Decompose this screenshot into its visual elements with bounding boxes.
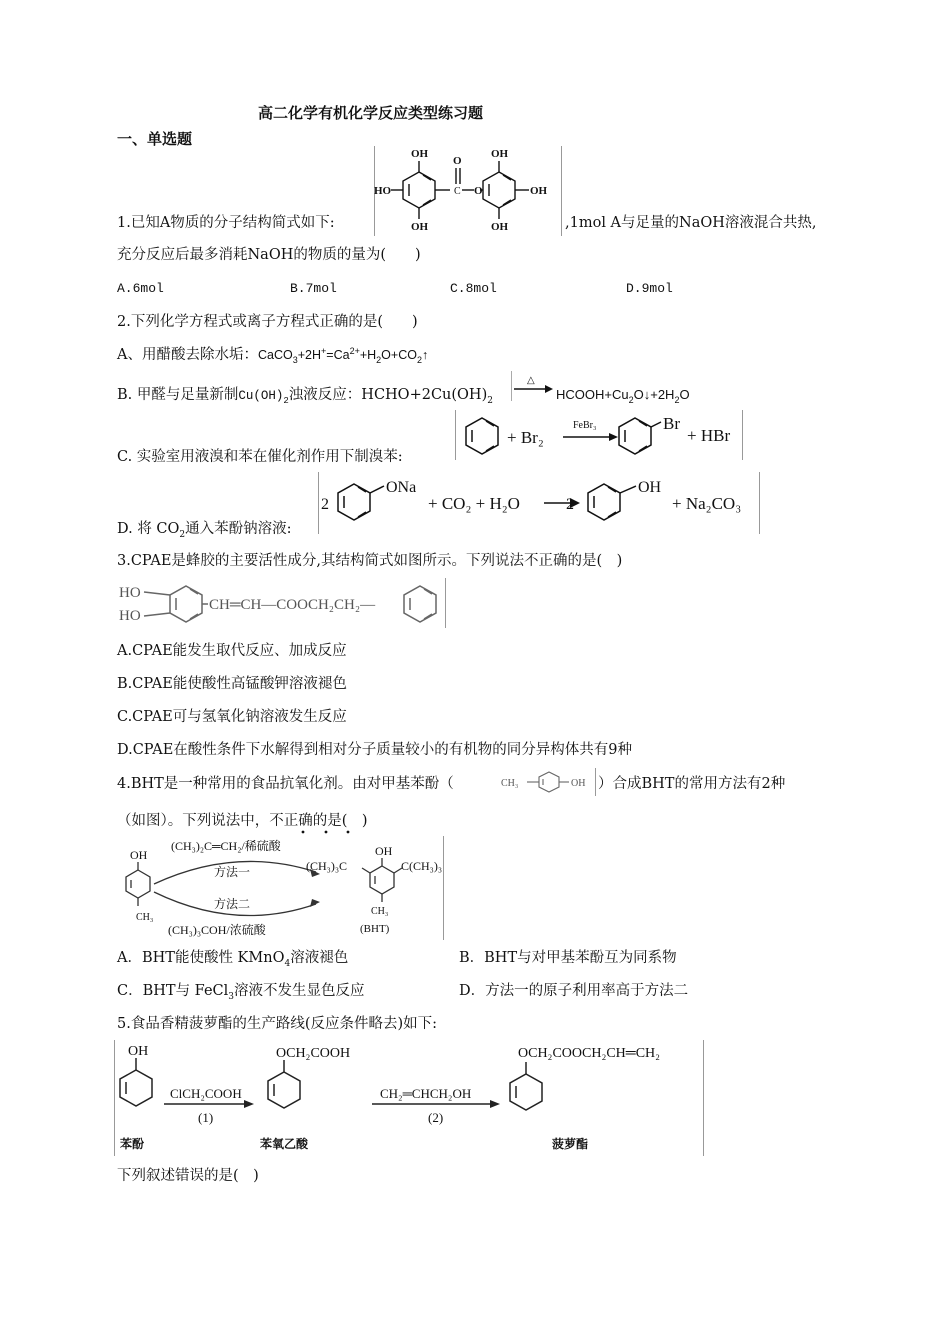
q2-d-coefficient-2: 2	[566, 496, 574, 513]
q3-side-chain: CH═CH—COOCH₂CH₂—	[209, 597, 376, 613]
q4-product-oh: OH	[375, 844, 393, 858]
q1-oh-bottom-left: OH	[411, 221, 429, 233]
q2-d-reagents: + CO₂ + H₂O	[428, 494, 520, 513]
q4-stem-part3: （如图）。下列说法中，不正确的是( )	[117, 813, 368, 829]
q1-carbon: C	[454, 186, 461, 197]
q4-bht-label: (BHT)	[360, 923, 390, 935]
q5-step-1: (1)	[198, 1110, 214, 1125]
q5-stem: 5.食品香精菠萝酯的生产路线(反应条件略去)如下:	[117, 1016, 438, 1032]
q2-d-phenoxide-equation	[318, 472, 762, 534]
q2-option-d: D. 将 $CO_2$通入苯酚钠溶液:	[117, 521, 292, 540]
q4-bht-synthesis-scheme	[116, 836, 446, 940]
q2-d-product: + Na₂CO₃	[672, 494, 742, 513]
q2-d-oh: OH	[638, 479, 662, 496]
section-heading: 一、单选题	[117, 130, 193, 148]
q5-pineapple-ester-route	[114, 1040, 706, 1156]
q2-a-equation: $CaCO_3+2H^+=Ca^{2+}+H_2O+CO_2↑$	[257, 346, 429, 365]
q3-stem: 3.CPAE是蜂胶的主要活性成分,其结构简式如图所示。下列说法不正确的是( )	[117, 553, 623, 569]
q2-b-heat-symbol: △	[527, 375, 535, 386]
q1-option-a: A.6mol	[117, 281, 164, 296]
q5-question: 下列叙述错误的是( )	[117, 1168, 259, 1184]
q4-option-c: C．BHT与 FeCl$_3$溶液不发生显色反应	[117, 983, 365, 1002]
q1-ho-left: HO	[374, 185, 392, 197]
q5-name-phenol: 苯酚	[120, 1137, 145, 1151]
q2-c-hbr: + HBr	[687, 426, 731, 445]
q2-stem: 2.下列化学方程式或离子方程式正确的是( )	[117, 314, 418, 330]
q1-stem-line2: 充分反应后最多消耗NaOH的物质的量为( )	[117, 247, 421, 263]
q1-stem-part2: ,1mol A与足量的NaOH溶液混合共热,	[565, 215, 817, 231]
q4-reagent-2: (CH₃)₃COH/浓硫酸	[168, 923, 266, 937]
q5-mid-group: OCH₂COOH	[276, 1046, 351, 1061]
q3-option-d: D.CPAE在酸性条件下水解得到相对分子质量较小的有机物的同分异构体共有9种	[117, 742, 633, 758]
q2-option-a	[117, 346, 428, 365]
q1-option-b: B.7mol	[290, 281, 337, 296]
q4-p-cresol-inline	[499, 768, 597, 796]
q3-ho-2: HO	[119, 608, 141, 624]
q2-c-catalyst: FeBr₃	[573, 420, 597, 431]
q3-option-c: C.CPAE可与氢氧化钠溶液发生反应	[117, 709, 347, 725]
q4-method-2: 方法二	[214, 897, 251, 911]
q5-phenol-oh: OH	[128, 1044, 149, 1059]
q4-inline-ch3: CH₃	[501, 778, 519, 789]
q2-option-b: B. 甲醛与足量新制$Cu(OH)_2$浊液反应：$HCHO+2Cu(OH)_2$	[117, 387, 493, 406]
page-title: 高二化学有机化学反应类型练习题	[258, 104, 484, 122]
q1-ester-structure	[374, 146, 564, 236]
q1-option-d: D.9mol	[626, 281, 673, 296]
q2-d-ona: ONa	[386, 479, 417, 496]
q1-oh-bottom-right: OH	[491, 221, 509, 233]
q4-option-b: B．BHT与对甲基苯酚互为同系物	[459, 950, 677, 966]
q5-name-phenoxyacetic-acid: 苯氧乙酸	[260, 1137, 309, 1151]
q3-cpae-structure	[116, 578, 448, 628]
q1-oh-top-left: OH	[411, 148, 429, 160]
q2-a-text: A、用醋酸去除水垢：	[117, 347, 258, 363]
q4-right-tbutyl: C(CH₃)₃	[401, 859, 443, 873]
q1-carbonyl-o: O	[453, 155, 462, 167]
q4-start-ch3: CH₃	[136, 912, 154, 923]
q4-stem-part1: 4.BHT是一种常用的食品抗氧化剂。由对甲基苯酚（	[117, 776, 454, 792]
q4-start-oh: OH	[130, 848, 148, 862]
q3-ho-1: HO	[119, 585, 141, 601]
q2-b-products: $HCOOH+Cu_2O↓+2H_2O$	[556, 387, 690, 405]
q4-emphasis-dots	[300, 829, 370, 835]
q4-reagent-1: (CH₃)₂C═CH₂/稀硫酸	[171, 839, 281, 853]
q1-oh-right: OH	[530, 185, 548, 197]
q2-c-br2: + Br₂	[507, 428, 544, 447]
q4-option-a: A．BHT能使酸性 KMnO$_4$溶液褪色	[117, 950, 349, 969]
q4-left-tbutyl: (CH₃)₃C	[306, 859, 348, 873]
q4-stem-part2: ）合成BHT的常用方法有2种	[598, 776, 786, 792]
q2-d-coefficient: 2	[321, 496, 329, 513]
q2-b-reaction-arrow	[511, 371, 555, 401]
q1-oh-top-right: OH	[491, 148, 509, 160]
q4-method-1: 方法一	[214, 865, 251, 879]
q1-ester-o: O	[474, 185, 483, 197]
q1-option-c: C.8mol	[450, 281, 497, 296]
q5-reagent-2: CH₂═CHCH₂OH	[380, 1086, 472, 1101]
q4-inline-oh: OH	[571, 778, 586, 789]
q4-product-ch3: CH₃	[371, 906, 389, 917]
q2-c-bromination-equation	[455, 410, 745, 460]
q5-final-group: OCH₂COOCH₂CH═CH₂	[518, 1046, 661, 1061]
q3-option-b: B.CPAE能使酸性高锰酸钾溶液褪色	[117, 676, 347, 692]
q2-option-c: C. 实验室用液溴和苯在催化剂作用下制溴苯:	[117, 449, 403, 465]
q3-option-a: A.CPAE能发生取代反应、加成反应	[117, 643, 347, 659]
q4-option-d: D．方法一的原子利用率高于方法二	[459, 983, 689, 999]
q2-c-br: Br	[663, 414, 680, 433]
q1-stem-part1: 1.已知A物质的分子结构简式如下:	[117, 215, 335, 231]
q5-step-2: (2)	[428, 1110, 444, 1125]
q5-name-pineapple-ester: 菠萝酯	[552, 1137, 589, 1151]
q5-reagent-1: ClCH₂COOH	[170, 1086, 242, 1101]
